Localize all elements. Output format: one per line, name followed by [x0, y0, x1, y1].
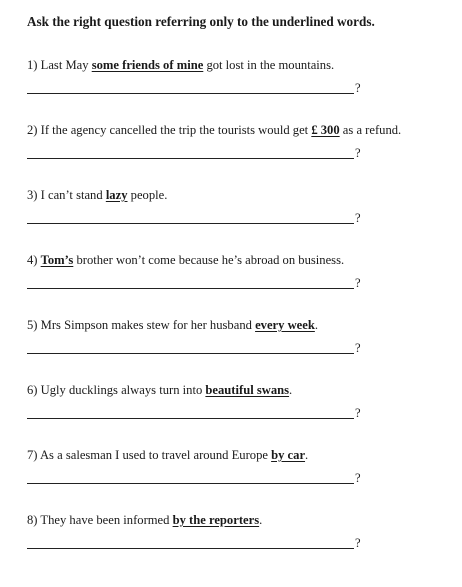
- question-5-underlined: every week: [255, 318, 315, 332]
- question-6-pre: 6) Ugly ducklings always turn into: [27, 383, 206, 397]
- question-4-pre: 4): [27, 253, 41, 267]
- answer-rule-7: [27, 483, 354, 484]
- question-mark-5: ?: [355, 341, 361, 355]
- question-5: [27, 318, 318, 333]
- question-6: [27, 383, 292, 398]
- question-8-post: .: [259, 513, 263, 527]
- question-5-pre: 5) Mrs Simpson makes stew for her husband: [27, 318, 256, 332]
- question-7-underlined: by car: [271, 448, 306, 462]
- answer-rule-5: [27, 353, 354, 354]
- question-4: [27, 253, 344, 268]
- answer-rule-6: [27, 418, 354, 419]
- question-4-underlined: Tom’s: [40, 253, 74, 267]
- answer-line-2[interactable]: [27, 147, 367, 162]
- question-6-post: .: [289, 383, 293, 397]
- question-4-post: brother won’t come because he’s abroad on business.: [73, 253, 345, 267]
- answer-rule-2: [27, 158, 354, 159]
- answer-line-4[interactable]: [27, 277, 367, 292]
- question-1-post: got lost in the mountains.: [203, 58, 335, 72]
- question-2: [27, 123, 401, 138]
- question-7: [27, 448, 308, 463]
- question-7-pre: 7) As a salesman I used to travel around Europe: [27, 448, 272, 462]
- question-1: [27, 58, 334, 73]
- question-mark-2: ?: [355, 146, 361, 160]
- answer-line-6[interactable]: [27, 407, 367, 422]
- question-5-post: .: [314, 318, 319, 332]
- question-8: [27, 513, 262, 528]
- instruction-heading: Ask the right question referring only to the underlined words.: [27, 14, 375, 29]
- answer-line-1[interactable]: [27, 82, 367, 97]
- question-2-post: as a refund.: [339, 123, 402, 137]
- question-8-pre: 8) They have been informed: [27, 513, 173, 527]
- answer-line-8[interactable]: [27, 537, 367, 552]
- answer-line-3[interactable]: [27, 212, 367, 227]
- question-mark-7: ?: [355, 471, 361, 485]
- question-mark-8: ?: [355, 536, 361, 550]
- question-3: [27, 188, 167, 203]
- answer-rule-1: [27, 93, 354, 94]
- question-6-underlined: beautiful swans: [205, 383, 290, 397]
- question-8-underlined: by the reporters: [172, 513, 260, 527]
- answer-line-7[interactable]: [27, 472, 367, 487]
- question-1-pre: 1) Last May: [27, 58, 92, 72]
- question-mark-4: ?: [355, 276, 361, 290]
- question-2-underlined: £ 300: [311, 123, 340, 137]
- question-mark-6: ?: [355, 406, 361, 420]
- answer-rule-3: [27, 223, 354, 224]
- question-3-pre: 3) I can’t stand: [27, 188, 106, 202]
- question-2-pre: 2) If the agency cancelled the trip the tourists would get: [27, 123, 312, 137]
- question-1-underlined: some friends of mine: [91, 58, 204, 72]
- question-3-post: people.: [127, 188, 168, 202]
- question-mark-3: ?: [355, 211, 361, 225]
- answer-rule-8: [27, 548, 354, 549]
- question-7-post: .: [305, 448, 309, 462]
- question-3-underlined: lazy: [105, 188, 128, 202]
- answer-rule-4: [27, 288, 354, 289]
- question-mark-1: ?: [355, 81, 361, 95]
- answer-line-5[interactable]: [27, 342, 367, 357]
